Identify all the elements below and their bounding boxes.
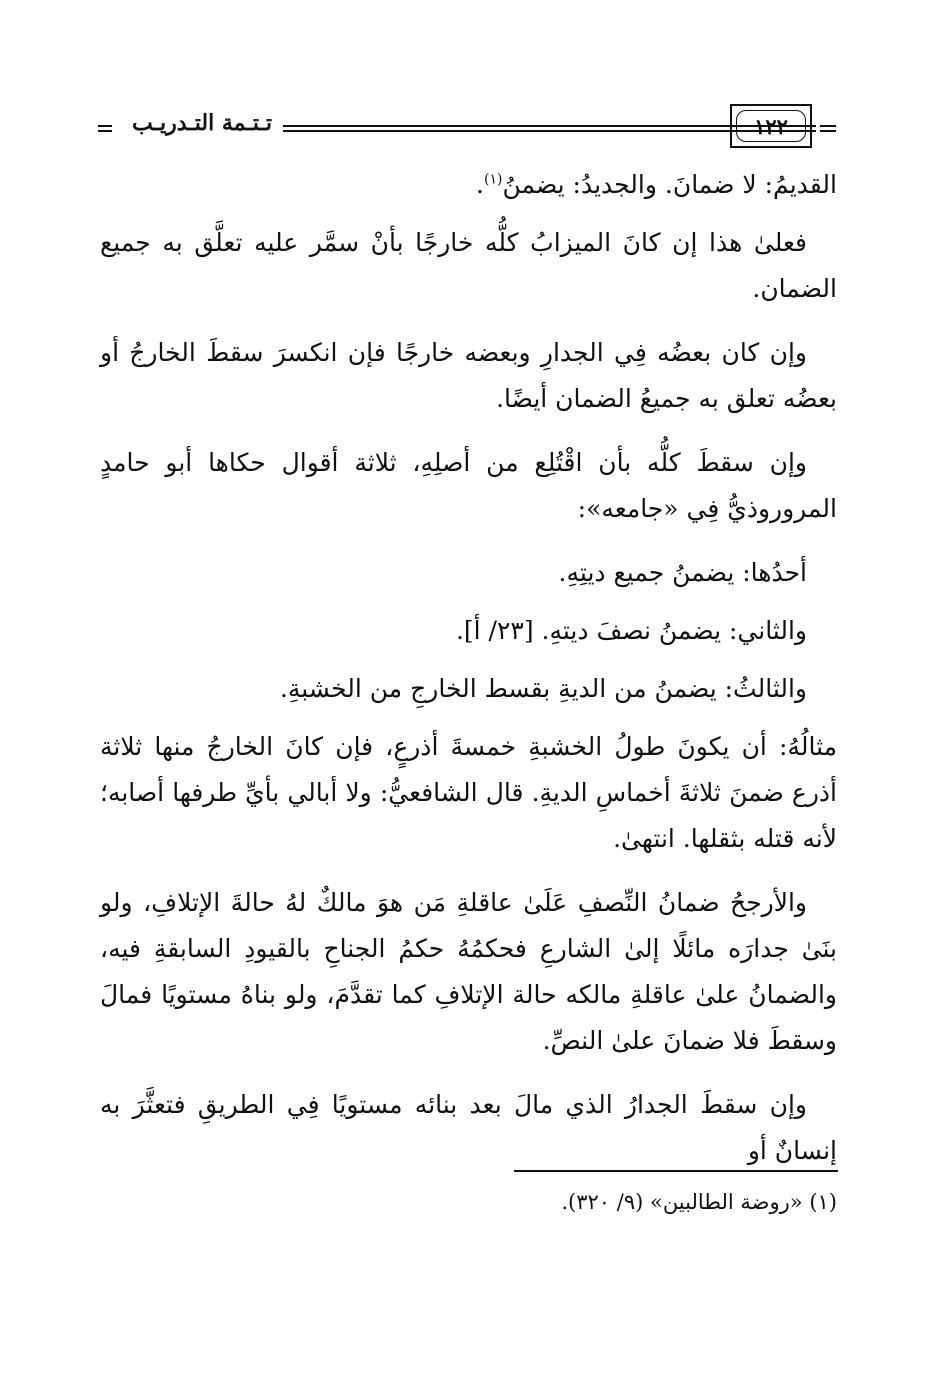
paragraph-1-text: القديمُ: لا ضمانَ. والجديدُ: يضمنُ <box>502 170 837 199</box>
page-number: ١٢٢ <box>736 110 806 142</box>
paragraph-8: مثالُهُ: أن يكونَ طولُ الخشبةِ خمسةَ أذرعٍ، فإن كانَ الخارجُ منها ثلاثة أذرع ضمنَ ثلاثةَ أخماسِ الديةِ. قال الشافعيُّ: ولا أبالي بأيِّ طرفها أصابه؛ لأنه قتله بثقلها. انتهىٰ. <box>100 732 837 853</box>
paragraph-6: والثاني: يضمنُ نصفَ ديتهِ. [٢٣/ أ]. <box>455 616 807 645</box>
paragraph-1 <box>100 162 837 208</box>
paragraph-9: والأرجحُ ضمانُ النِّصفِ عَلَىٰ عاقلةِ مَن هوَ مالكٌ لهُ حالةَ الإتلافِ، ولو بنَىٰ جدارَه مائلًا إلىٰ الشارعِ فحكمُهُ حكمُ الجناحِ بالقيودِ السابقةِ فيه، والضمانُ علىٰ عاقلةِ مالكه حالة الإتلافِ كما تقدَّمَ، ولو بناهُ مستويًا فمالَ وسقطَ فلا ضمانَ علىٰ النصِّ. <box>100 888 837 1055</box>
paragraph-1-end: . <box>476 170 484 199</box>
paragraph-2: فعلىٰ هذا إن كانَ الميزابُ كلُّه خارجًا بأنْ سمَّر عليه تعلَّق به جميع الضمان. <box>100 228 837 303</box>
header-rule-left <box>98 125 112 127</box>
paragraph-3: وإن كان بعضُه فِي الجدارِ وبعضه خارجًا فإن انكسرَ سقطَ الخارجُ أو بعضُه تعلق به جميعُ الضمان أيضًا. <box>100 338 837 413</box>
paragraph-7: والثالثُ: يضمنُ من الديةِ بقسط الخارجِ من الخشبةِ. <box>279 674 807 703</box>
paragraph-10: وإن سقطَ الجدارُ الذي مالَ بعد بنائه مستويًا فِي الطريقِ فتعثَّرَ به إنسانٌ أو <box>100 1090 837 1165</box>
page-number-box <box>730 104 812 148</box>
footnote-separator <box>514 1170 838 1172</box>
page-header <box>98 100 838 156</box>
running-title: تـتـمة التـدريـب <box>122 110 282 136</box>
paragraph-4: وإن سقطَ كلُّه بأن اقْتُلِع من أصلِهِ، ثلاثة أقوال حكاها أبو حامدٍ المروروذيُّ فِي «جامعه»: <box>100 448 837 523</box>
header-rule-right <box>820 125 836 127</box>
footnote: (١) «روضة الطالبين» (٩/ ٣٢٠). <box>561 1190 837 1214</box>
footnote-reference[interactable]: (١) <box>484 171 503 188</box>
paragraph-5: أحدُها: يضمنُ جميع ديتِهِ. <box>558 558 807 587</box>
main-text <box>100 162 837 1192</box>
